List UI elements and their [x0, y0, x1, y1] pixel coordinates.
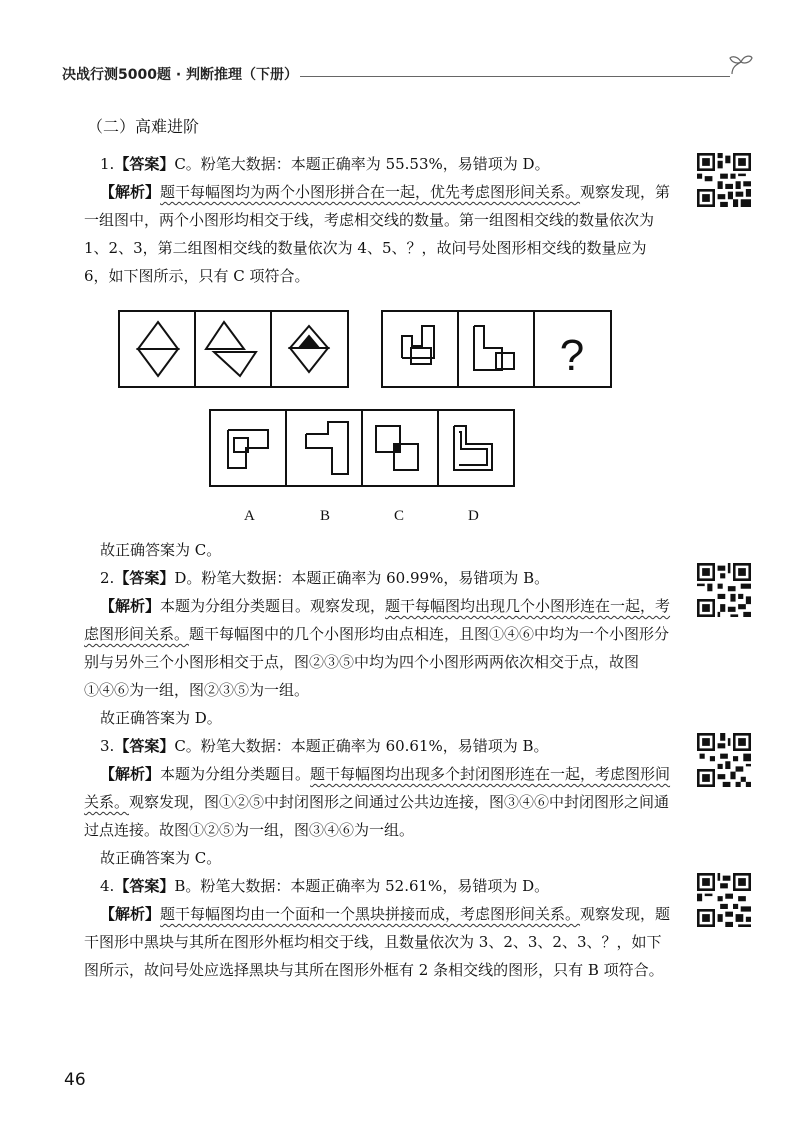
- q1-answer: 1.【答案】C。粉笔大数据：本题正确率为 55.53%，易错项为 D。: [100, 155, 550, 173]
- q1-conclusion: 故正确答案为 C。: [100, 541, 222, 559]
- option-a-label: A: [244, 508, 255, 524]
- q2-analysis: 【解析】本题为分组分类题目。观察发现，题干每幅图均出现几个小图形连在一起，考虑图形间关系。题干每幅图中的几个小图形均由点相连，且图①④⑥中均为一个小图形分别与另外三个小图形相交于点，图②③⑤中均为四个小图形两两依次相交于点，故图①④⑥为一组，图②③⑤为一组。: [84, 597, 671, 699]
- qr-code-icon[interactable]: [697, 153, 751, 207]
- qr-code-icon[interactable]: [697, 733, 751, 787]
- q2-answer: 2.【答案】D。粉笔大数据：本题正确率为 60.99%，易错项为 B。: [100, 569, 550, 587]
- q1-analysis: 【解析】题干每幅图均为两个小图形拼合在一起，优先考虑图形间关系。观察发现，第一组图中，两个小图形均相交于线，考虑相交线的数量。第一组图相交线的数量依次为 1、2、3，第二组图相交线的数量依次为 4、5、？，故问号处图形相交线的数量应为 6，如下图所示，只有 C 项符合。: [84, 183, 671, 285]
- q1-question-mark: ?: [559, 331, 585, 380]
- q3-analysis: 【解析】本题为分组分类题目。题干每幅图均出现多个封闭图形连在一起，考虑图形间关系。观察发现，图①②⑤中封闭图形之间通过公共边连接，图③④⑥中封闭图形之间通过点连接。故图①②⑤为一组，图③④⑥为一组。: [84, 765, 671, 839]
- q3-conclusion: 故正确答案为 C。: [100, 849, 222, 867]
- q1-problem-set-1: [119, 311, 348, 387]
- q1-figure: [116, 308, 616, 508]
- section-title: （二）高难进阶: [87, 117, 200, 136]
- q4-analysis: 【解析】题干每幅图均由一个面和一个黑块拼接而成，考虑图形间关系。观察发现，题干图形中黑块与其所在图形外框均相交于线，且数量依次为 3、2、3、2、3、？，如下图所示，故问号处应选择黑块与其所在图形外框有 2 条相交线的图形，只有 B 项符合。: [84, 905, 671, 979]
- q3-answer: 3.【答案】C。粉笔大数据：本题正确率为 60.61%，易错项为 B。: [100, 737, 549, 755]
- qr-code-icon[interactable]: [697, 873, 751, 927]
- q2-conclusion: 故正确答案为 D。: [100, 709, 222, 727]
- option-b-label: B: [320, 508, 331, 524]
- page-number: 46: [64, 1070, 86, 1090]
- q4-answer: 4.【答案】B。粉笔大数据：本题正确率为 52.61%，易错项为 D。: [100, 877, 550, 895]
- option-d-label: D: [468, 508, 479, 524]
- qr-code-icon[interactable]: [697, 563, 751, 617]
- book-title: 决战行测5000题 · 判断推理（下册）: [62, 67, 299, 83]
- q1-option-figures: [210, 410, 514, 486]
- header-rule: [300, 76, 730, 77]
- option-c-label: C: [394, 508, 405, 524]
- leaf-icon: [728, 52, 754, 76]
